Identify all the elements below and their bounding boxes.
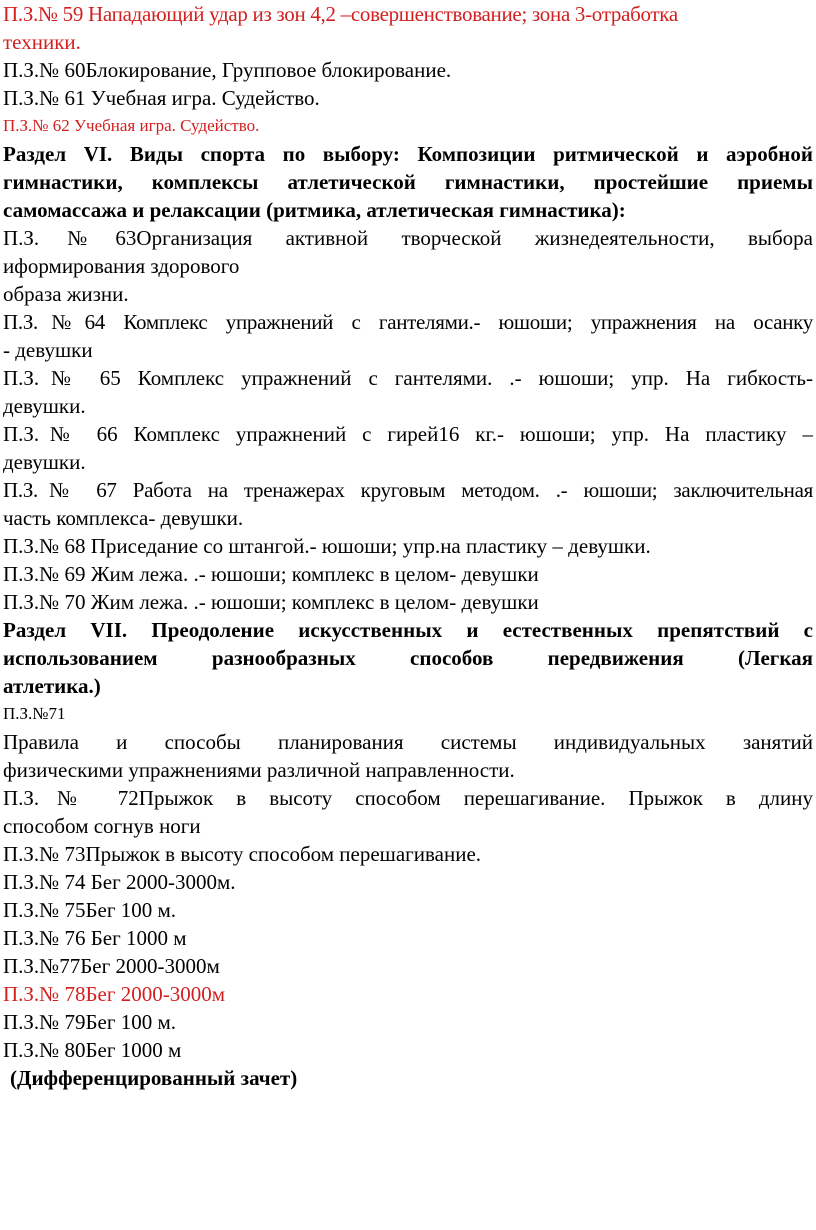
lesson-65-line-2: девушки. xyxy=(3,394,86,418)
lesson-60: П.З.№ 60Блокирование, Групповое блокирование. xyxy=(3,58,452,82)
section-7-heading-line-1: Раздел VII. Преодоление искусственных и естественных препятствий с xyxy=(3,618,813,642)
lesson-65-line-1: П.З.№ 65 Комплекс упражнений с гантелями. .- юшоши; упр. На гибкость- xyxy=(3,366,813,390)
lesson-63-line-3: образа жизни. xyxy=(3,282,129,306)
lesson-75: П.З.№ 75Бег 100 м. xyxy=(3,898,177,922)
section-6-heading-line-1: Раздел VI. Виды спорта по выбору: Композиции ритмической и аэробной xyxy=(3,142,813,166)
lesson-71-line-1: Правила и способы планирования системы индивидуальных занятий xyxy=(3,730,813,754)
lesson-70: П.З.№ 70 Жим лежа. .- юшоши; комплекс в целом- девушки xyxy=(3,590,539,614)
section-6-heading-line-3: самомассажа и релаксации (ритмика, атлетическая гимнастика): xyxy=(3,198,626,222)
lesson-72-line-2: способом согнув ноги xyxy=(3,814,201,838)
lesson-78: П.З.№ 78Бег 2000-3000м xyxy=(3,982,225,1006)
lesson-59-line-1: П.З.№ 59 Нападающий удар из зон 4,2 –совершенствование; зона 3-отработка xyxy=(3,2,678,26)
lesson-69: П.З.№ 69 Жим лежа. .- юшоши; комплекс в целом- девушки xyxy=(3,562,539,586)
section-7-heading-line-3: атлетика.) xyxy=(3,674,101,698)
lesson-68: П.З.№ 68 Приседание со штангой.- юшоши; упр.на пластику – девушки. xyxy=(3,534,651,558)
lesson-59-line-2: техники. xyxy=(3,30,81,54)
lesson-66-line-1: П.З.№ 66 Комплекс упражнений с гирей16 кг.- юшоши; упр. На пластику – xyxy=(3,422,813,446)
lesson-71-label: П.З.№71 xyxy=(3,704,66,723)
lesson-64-line-1: П.З.№64 Комплекс упражнений с гантелями.- юшоши; упражнения на осанку xyxy=(3,310,813,334)
lesson-74: П.З.№ 74 Бег 2000-3000м. xyxy=(3,870,236,894)
section-6-heading-line-2: гимнастики, комплексы атлетической гимнастики, простейшие приемы xyxy=(3,170,813,194)
lesson-67-line-2: часть комплекса- девушки. xyxy=(3,506,244,530)
lesson-76: П.З.№ 76 Бег 1000 м xyxy=(3,926,187,950)
final-assessment: (Дифференцированный зачет) xyxy=(10,1066,298,1090)
lesson-66-line-2: девушки. xyxy=(3,450,86,474)
lesson-64-line-2: - девушки xyxy=(3,338,93,362)
lesson-67-line-1: П.З.№ 67 Работа на тренажерах круговым методом. .- юшоши; заключительная xyxy=(3,478,813,502)
section-7-heading-line-2: использованием разнообразных способов передвижения (Легкая xyxy=(3,646,813,670)
lesson-79: П.З.№ 79Бег 100 м. xyxy=(3,1010,177,1034)
lesson-63-line-1: П.З.№63Организация активной творческой жизнедеятельности, выбора xyxy=(3,226,813,250)
lesson-62: П.З.№ 62 Учебная игра. Судейство. xyxy=(3,116,260,135)
lesson-61: П.З.№ 61 Учебная игра. Судейство. xyxy=(3,86,320,110)
lesson-71-line-2: физическими упражнениями различной направленности. xyxy=(3,758,515,782)
lesson-77: П.З.№77Бег 2000-3000м xyxy=(3,954,220,978)
lesson-73: П.З.№ 73Прыжок в высоту способом перешагивание. xyxy=(3,842,482,866)
lesson-80: П.З.№ 80Бег 1000 м xyxy=(3,1038,182,1062)
lesson-72-line-1: П.З.№ 72Прыжок в высоту способом перешагивание. Прыжок в длину xyxy=(3,786,813,810)
lesson-63-line-2: иформирования здорового xyxy=(3,254,240,278)
